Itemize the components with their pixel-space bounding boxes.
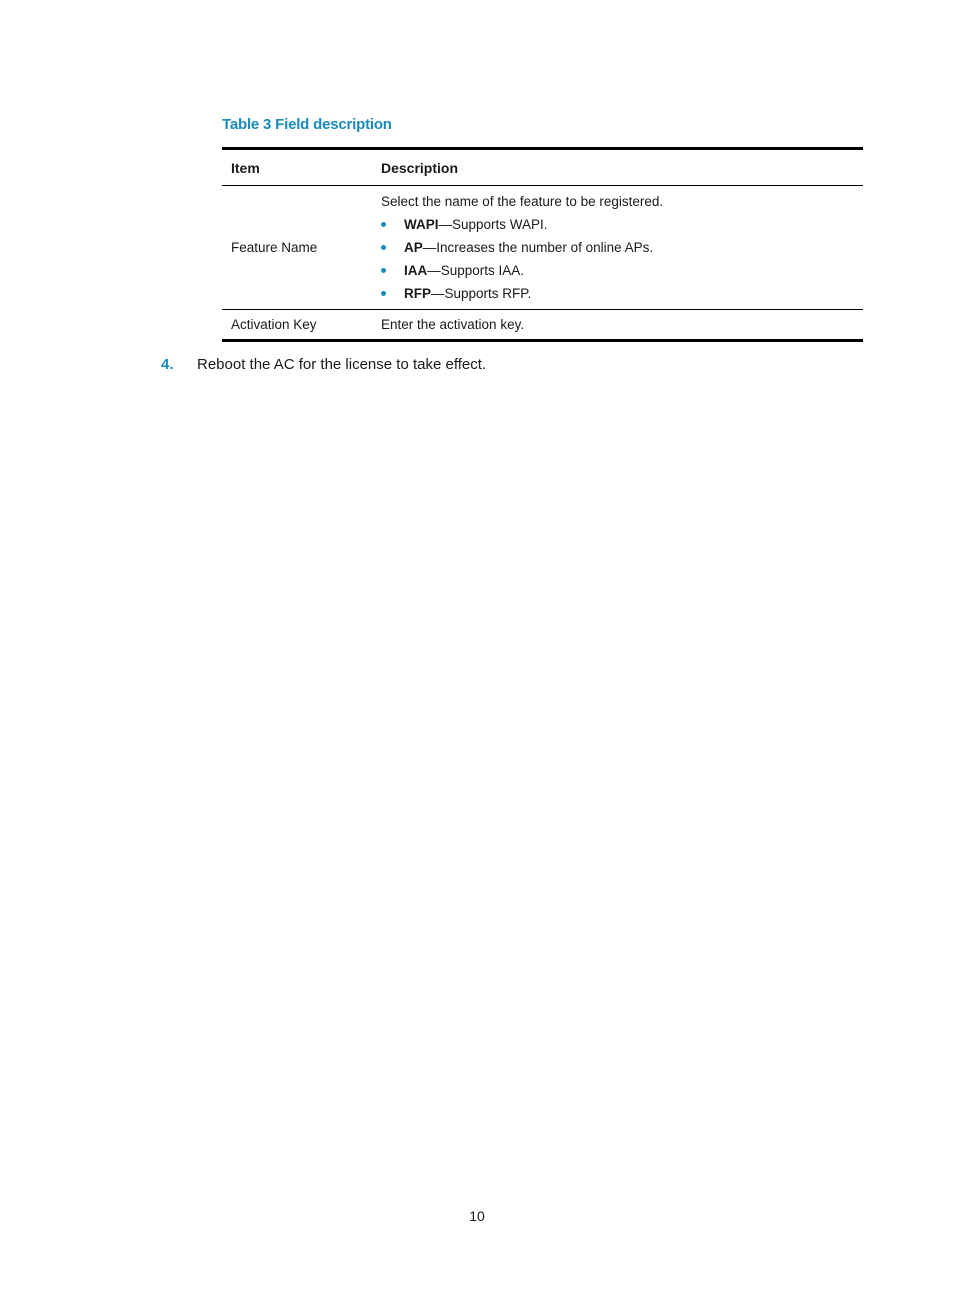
list-item bbox=[381, 261, 863, 280]
feature-text: —Supports IAA. bbox=[427, 263, 525, 278]
table-caption: Table 3 Field description bbox=[222, 116, 392, 133]
cell-item: Feature Name bbox=[222, 186, 372, 310]
feature-list bbox=[381, 215, 863, 303]
feature-term: AP bbox=[404, 240, 423, 255]
procedure-step bbox=[161, 356, 486, 373]
cell-item: Activation Key bbox=[222, 310, 372, 341]
list-item bbox=[381, 284, 863, 303]
bullet-icon bbox=[381, 245, 386, 250]
cell-description bbox=[372, 186, 863, 310]
header-item: Item bbox=[222, 149, 372, 186]
bullet-icon bbox=[381, 291, 386, 296]
step-text: Reboot the AC for the license to take effect. bbox=[197, 356, 487, 373]
list-item bbox=[381, 238, 863, 257]
feature-term: IAA bbox=[404, 263, 428, 278]
cell-description: Enter the activation key. bbox=[372, 310, 863, 341]
bullet-icon bbox=[381, 222, 386, 227]
step-number: 4. bbox=[161, 356, 174, 373]
list-item bbox=[381, 215, 863, 234]
table-header-row bbox=[222, 149, 863, 186]
page-number: 10 bbox=[469, 1208, 485, 1224]
bullet-icon bbox=[381, 268, 386, 273]
header-description: Description bbox=[372, 149, 863, 186]
feature-text: —Increases the number of online APs. bbox=[422, 240, 654, 255]
field-description-table bbox=[222, 147, 863, 342]
feature-text: —Supports WAPI. bbox=[438, 217, 548, 232]
table-row bbox=[222, 186, 863, 310]
feature-term: WAPI bbox=[404, 217, 439, 232]
feature-text: —Supports RFP. bbox=[431, 286, 532, 301]
table-row bbox=[222, 310, 863, 341]
feature-term: RFP bbox=[404, 286, 431, 301]
description-intro: Select the name of the feature to be registered. bbox=[381, 194, 664, 209]
